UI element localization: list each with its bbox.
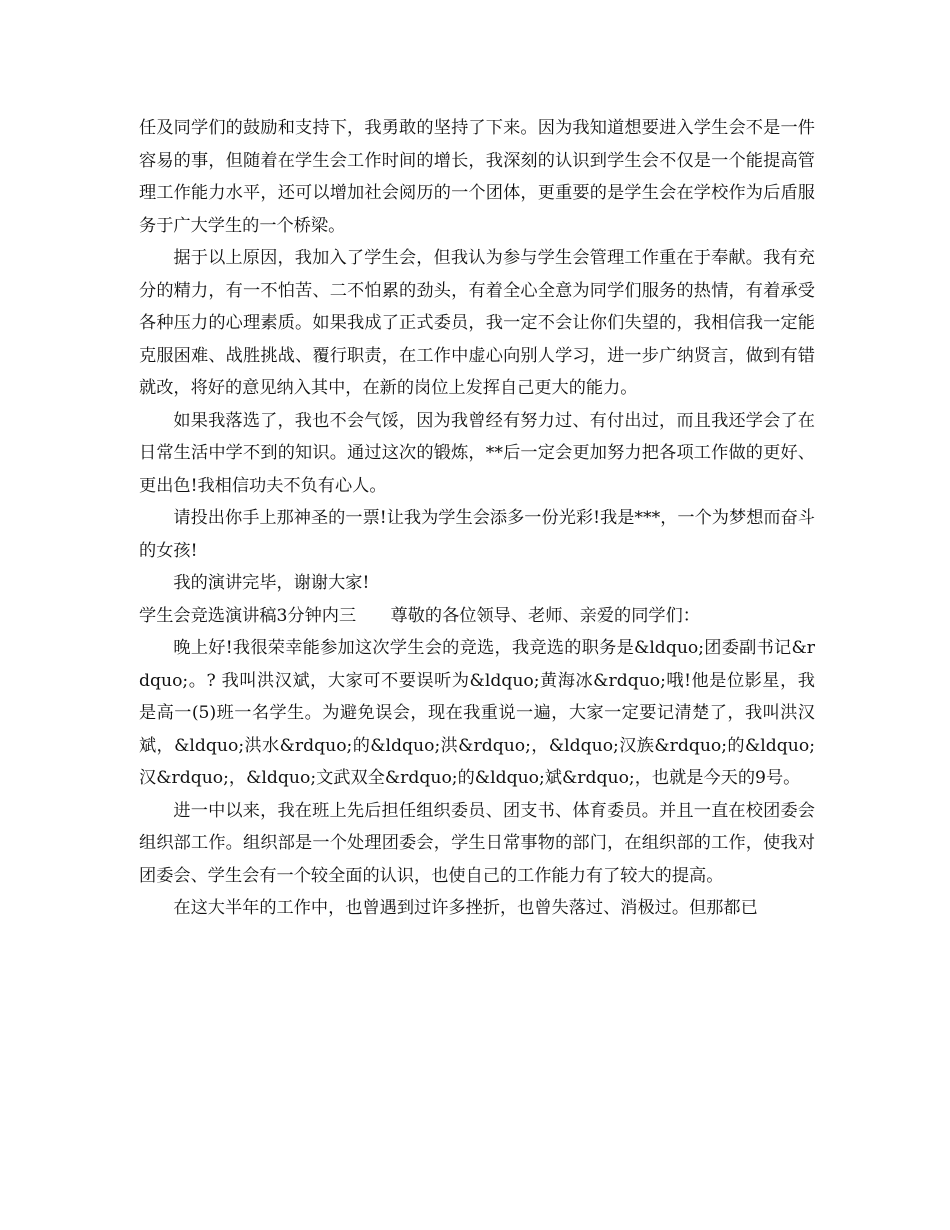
paragraph-4: 请投出你手上那神圣的一票!让我为学生会添多一份光彩!我是***，一个为梦想而奋斗的女孩!	[139, 508, 815, 561]
document-page	[139, 112, 815, 925]
paragraph-7: 进一中以来，我在班上先后担任组织委员、团支书、体育委员。并且一直在校团委会组织部工作。组织部是一个处理团委会，学生日常事物的部门，在组织部的工作，使我对团委会、学生会有一个较全面的认识，也使自己的工作能力有了较大的提高。	[139, 800, 815, 886]
paragraph-1: 任及同学们的鼓励和支持下，我勇敢的坚持了下来。因为我知道想要进入学生会不是一件容易的事，但随着在学生会工作时间的增长，我深刻的认识到学生会不仅是一个能提高管理工作能力水平，还可以增加社会阅历的一个团体，更重要的是学生会在学校作为后盾服务于广大学生的一个桥梁。	[139, 118, 815, 236]
paragraph-2: 据于以上原因，我加入了学生会，但我认为参与学生会管理工作重在于奉献。我有充分的精力，有一不怕苦、二不怕累的劲头，有着全心全意为同学们服务的热情，有着承受各种压力的心理素质。如果我成了正式委员，我一定不会让你们失望的，我相信我一定能克服困难、战胜挑战、覆行职责，在工作中虚心向别人学习，进一步广纳贤言，做到有错就改，将好的意见纳入其中，在新的岗位上发挥自己更大的能力。	[139, 248, 815, 398]
section-heading-line: 学生会竞选演讲稿3分钟内三 尊敬的各位领导、老师、亲爱的同学们：	[139, 605, 700, 626]
paragraph-5: 我的演讲完毕，谢谢大家!	[173, 573, 370, 593]
paragraph-8: 在这大半年的工作中，也曾遇到过许多挫折，也曾失落过、消极过。但那都已	[173, 898, 758, 918]
paragraph-3: 如果我落选了，我也不会气馁，因为我曾经有努力过、有付出过，而且我还学会了在日常生活中学不到的知识。通过这次的锻炼，**后一定会更加努力把各项工作做的更好、更出色!我相信功夫不负有心人。	[139, 410, 815, 496]
paragraph-6: 晚上好!我很荣幸能参加这次学生会的竞选，我竞选的职务是&ldquo;团委副书记&rdquo;。? 我叫洪汉斌，大家可不要误听为&ldquo;黄海冰&rdquo;哦!他是位影星，我是高一(5)班一名学生。为避免误会，现在我重说一遍，大家一定要记清楚了，我叫洪汉斌，&ldquo;洪水&rdquo;的&ldquo;洪&rdquo;，&ldquo;汉族&rdquo;的&ldquo;汉&rdquo;，&ldquo;文武双全&rdquo;的&ldquo;斌&rdquo;，也就是今天的9号。	[139, 638, 815, 788]
